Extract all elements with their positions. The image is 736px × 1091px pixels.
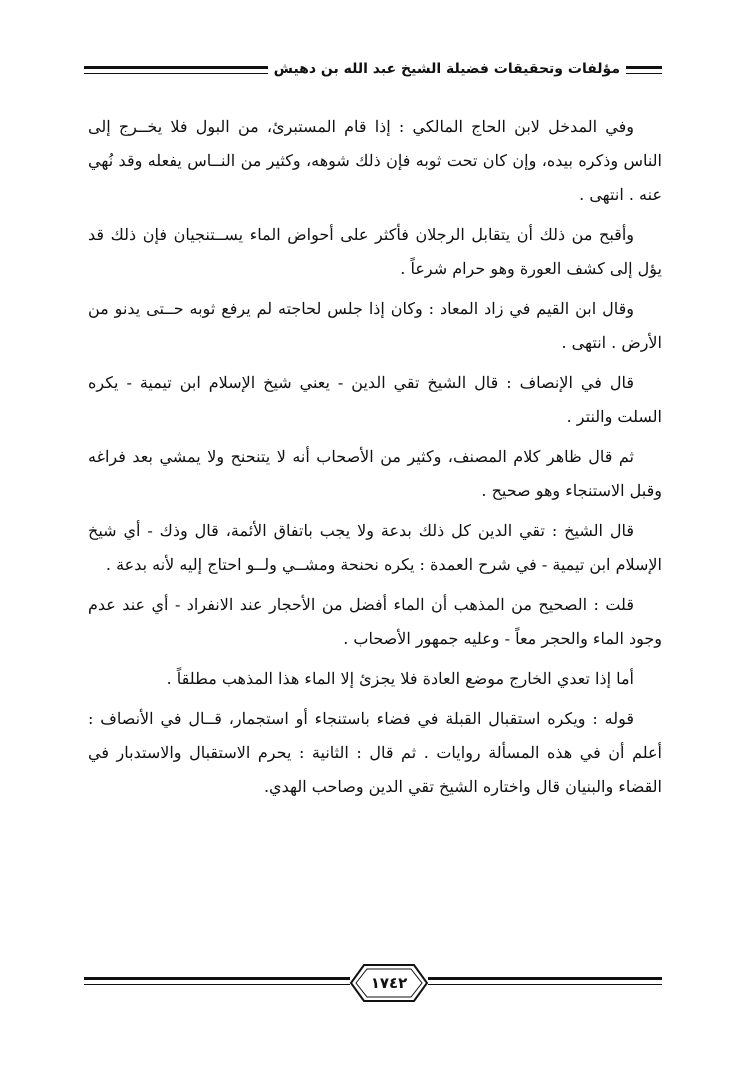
paragraph-3: وقال ابن القيم في زاد المعاد : وكان إذا جلس لحاجته لم يرفع ثوبه حــتى يدنو من الأرض . انتهى . bbox=[88, 299, 662, 352]
page-body bbox=[88, 110, 662, 810]
page-number-badge bbox=[348, 963, 430, 1003]
footer-rule-right-thick bbox=[428, 977, 662, 980]
paragraph-7: قلت : الصحيح من المذهب أن الماء أفضل من الأحجار عند الانفراد - أي عند عدم وجود الماء والحجر معاً - وعليه جمهور الأصحاب . bbox=[88, 595, 662, 648]
page-footer bbox=[84, 960, 662, 1010]
page-number: ١٧٤٢ bbox=[370, 974, 408, 992]
paragraph-6: قال الشيخ : تقي الدين كل ذلك بدعة ولا يجب باتفاق الأئمة، قال وذك - أي شيخ الإسلام ابن تيمية - في شرح العمدة : يكره نحنحة ومشــي ولــو احتاج إليه لأنه بدعة . bbox=[88, 521, 662, 574]
footer-rule-left-thick bbox=[84, 977, 350, 980]
paragraph-4: قال في الإنصاف : قال الشيخ تقي الدين - يعني شيخ الإسلام ابن تيمية - يكره السلت والنتر . bbox=[88, 373, 662, 426]
paragraph-9: قوله : ويكره استقبال القبلة في فضاء باستنجاء أو استجمار، قــال في الأنصاف : أعلم أن في هذه المسألة روايات . ثم قال : الثانية : يحرم الاستقبال والاستدبار في القضاء والبنيان قال واختاره الشيخ تقي الدين وصاحب الهدي. bbox=[88, 709, 663, 796]
paragraph-5: ثم قال ظاهر كلام المصنف، وكثير من الأصحاب أنه لا يتنحنح ولا يمشي بعد فراغه وقبل الاستنجاء وهو صحيح . bbox=[88, 447, 662, 500]
footer-rule-right-thin bbox=[428, 984, 662, 985]
footer-rule-left-thin bbox=[84, 984, 350, 985]
header-title: مؤلفات وتحقيقات فضيلة الشيخ عبد الله بن دهيش bbox=[268, 60, 626, 78]
running-header bbox=[84, 60, 662, 84]
paragraph-1: وفي المدخل لابن الحاج المالكي : إذا قام المستبرئ، من البول فلا يخــرج إلى الناس وذكره بيده، وإن كان تحت ثوبه فإن ذلك شوهه، وكثير من النــاس يفعله وقد نُهي عنه . انتهى . bbox=[88, 117, 662, 204]
paragraph-8: أما إذا تعدي الخارج موضع العادة فلا يجزئ إلا الماء هذا المذهب مطلقاً . bbox=[166, 669, 634, 688]
paragraph-2: وأقبح من ذلك أن يتقابل الرجلان فأكثر على أحواض الماء يســتنجيان فإن ذلك قد يؤل إلى كشف العورة وهو حرام شرعاً . bbox=[88, 225, 662, 278]
